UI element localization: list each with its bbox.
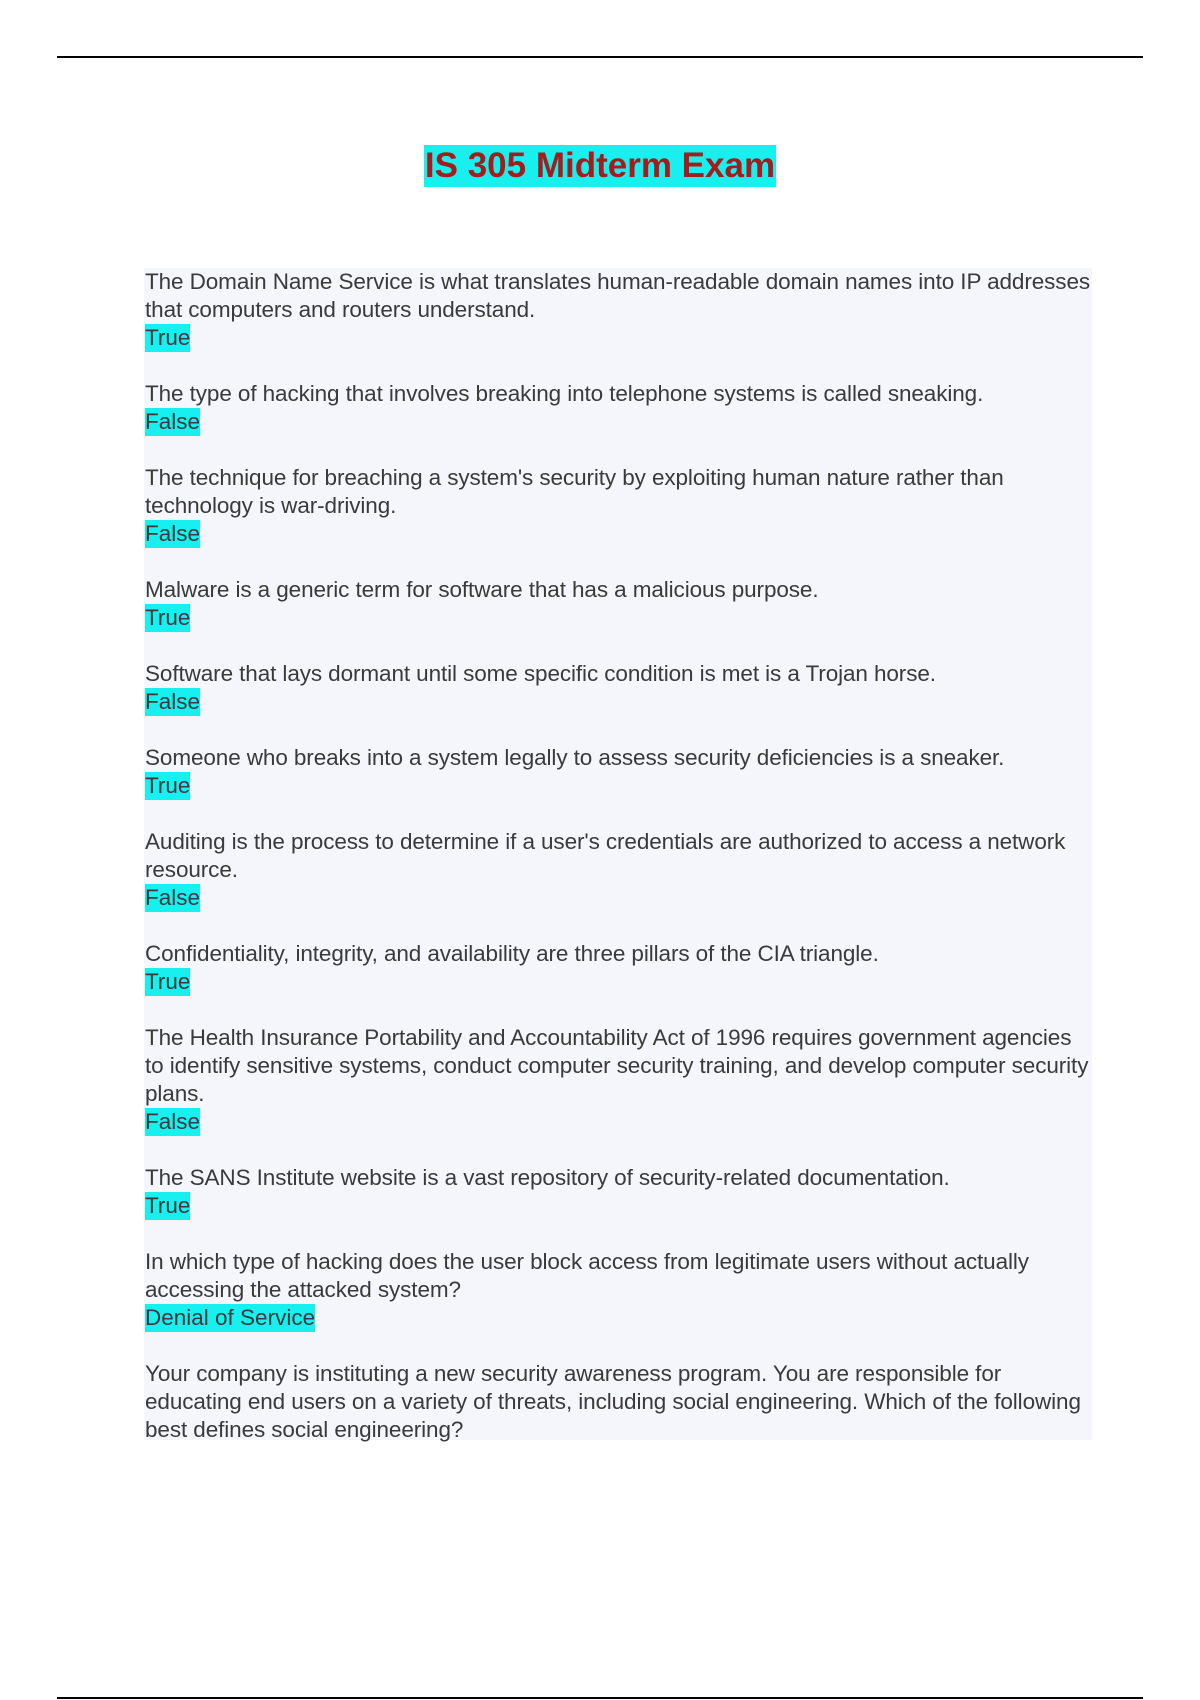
question-item	[145, 940, 1092, 996]
question-item	[145, 1164, 1092, 1220]
answer-highlight: True	[145, 773, 191, 798]
question-item	[145, 1360, 1092, 1444]
question-text: Confidentiality, integrity, and availability are three pillars of the CIA triangle.	[145, 941, 879, 966]
answer-highlight: True	[145, 1193, 191, 1218]
page-title: IS 305 Midterm Exam	[424, 146, 776, 185]
question-item	[145, 1024, 1092, 1136]
question-text: The Domain Name Service is what translates human-readable domain names into IP addresses that computers and routers understand.	[145, 269, 1091, 322]
title-container	[0, 145, 1200, 187]
question-text: In which type of hacking does the user block access from legitimate users without actually accessing the attacked system?	[145, 1249, 1029, 1302]
answer-highlight: False	[145, 521, 201, 546]
question-item	[145, 660, 1092, 716]
question-item	[145, 380, 1092, 436]
question-text: The SANS Institute website is a vast repository of security-related documentation.	[145, 1165, 950, 1190]
answer-highlight: False	[145, 1109, 201, 1134]
question-text: Your company is instituting a new security awareness program. You are responsible for educating end users on a variety of threats, including social engineering. Which of the following best defines social engineering?	[145, 1361, 1081, 1442]
answer-highlight: False	[145, 409, 201, 434]
answer-highlight: False	[145, 689, 201, 714]
answer-highlight: True	[145, 969, 191, 994]
question-text: The Health Insurance Portability and Accountability Act of 1996 requires government agencies to identify sensitive systems, conduct computer security training, and develop computer security plans.	[145, 1025, 1089, 1106]
question-text: Someone who breaks into a system legally to assess security deficiencies is a sneaker.	[145, 745, 1005, 770]
top-rule	[57, 56, 1143, 58]
question-text: The technique for breaching a system's security by exploiting human nature rather than technology is war-driving.	[145, 465, 1004, 518]
question-text: Software that lays dormant until some specific condition is met is a Trojan horse.	[145, 661, 936, 686]
question-text: The type of hacking that involves breaking into telephone systems is called sneaking.	[145, 381, 984, 406]
answer-highlight: True	[145, 325, 191, 350]
bottom-rule	[57, 1697, 1143, 1699]
question-item	[145, 576, 1092, 632]
question-item	[145, 828, 1092, 912]
answer-highlight: Denial of Service	[145, 1305, 316, 1330]
question-item	[145, 744, 1092, 800]
answer-highlight: False	[145, 885, 201, 910]
question-item	[145, 464, 1092, 548]
question-text: Malware is a generic term for software that has a malicious purpose.	[145, 577, 819, 602]
question-item	[145, 1248, 1092, 1332]
question-text: Auditing is the process to determine if a user's credentials are authorized to access a network resource.	[145, 829, 1066, 882]
question-item	[145, 268, 1092, 352]
answer-highlight: True	[145, 605, 191, 630]
question-list	[144, 268, 1092, 1440]
